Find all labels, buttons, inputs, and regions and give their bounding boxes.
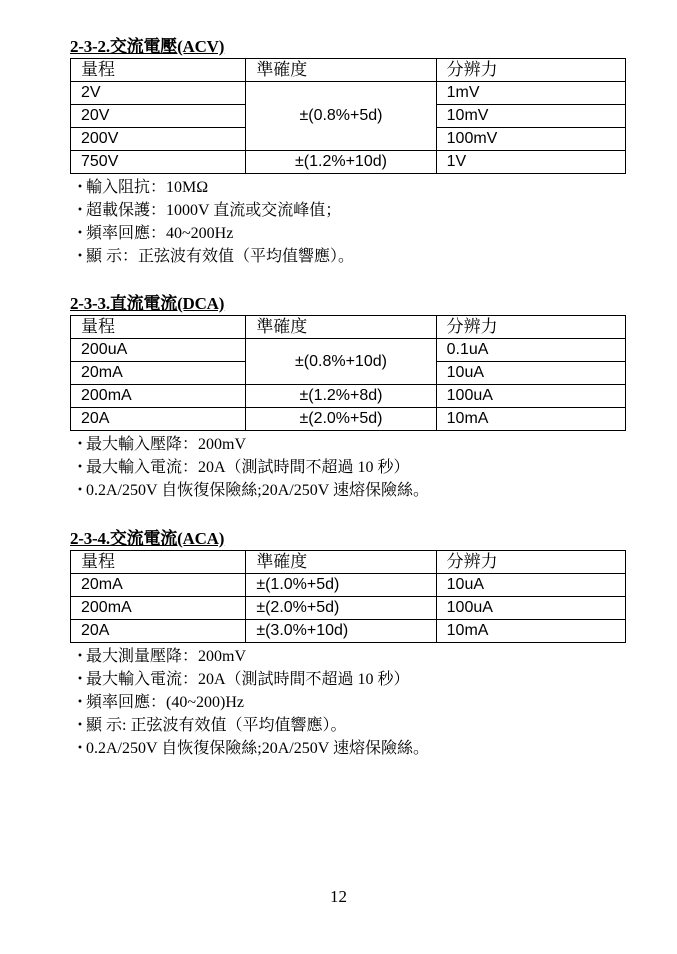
bullet-icon: ・ — [72, 648, 89, 665]
range-cell: 200mA — [71, 385, 246, 408]
section-heading: 2-3-4.交流電流(ACA) — [70, 529, 225, 548]
column-header-accuracy: 準確度 — [246, 59, 436, 82]
note-text: 顯 示: 正弦波有效值（平均值響應）。 — [86, 717, 347, 734]
spec-table — [70, 58, 626, 174]
note-item — [70, 714, 630, 737]
bullet-icon: ・ — [72, 225, 89, 242]
bullet-icon: ・ — [72, 694, 89, 711]
bullet-icon: ・ — [72, 202, 89, 219]
bullet-icon: ・ — [72, 436, 89, 453]
note-text: 頻率回應：40~200Hz — [86, 225, 234, 242]
resolution-cell: 1mV — [436, 82, 625, 105]
note-text: 輸入阻抗：10MΩ — [86, 179, 209, 196]
table-row — [71, 597, 626, 620]
section-heading: 2-3-2.交流電壓(ACV) — [70, 37, 225, 56]
bullet-icon: ・ — [72, 671, 89, 688]
column-header-range: 量程 — [71, 59, 246, 82]
table-row — [71, 620, 626, 643]
page-number: 12 — [330, 887, 347, 906]
note-item — [70, 645, 630, 668]
bullet-icon: ・ — [72, 482, 89, 499]
note-text: 最大輸入電流：20A（測試時間不超過 10 秒） — [86, 459, 410, 476]
range-cell: 20A — [71, 620, 246, 643]
note-item — [70, 691, 630, 714]
note-text: 頻率回應：(40~200)Hz — [86, 694, 244, 711]
notes-list — [70, 433, 630, 502]
range-cell: 200mA — [71, 597, 246, 620]
note-item — [70, 479, 630, 502]
table-row — [71, 151, 626, 174]
section-heading: 2-3-3.直流電流(DCA) — [70, 294, 225, 313]
note-item — [70, 668, 630, 691]
bullet-icon: ・ — [72, 740, 89, 757]
resolution-cell: 100uA — [436, 597, 625, 620]
bullet-icon: ・ — [72, 459, 89, 476]
accuracy-cell: ±(1.2%+8d) — [246, 385, 436, 408]
section-acv — [70, 38, 630, 268]
resolution-cell: 10uA — [436, 574, 625, 597]
range-cell: 750V — [71, 151, 246, 174]
range-cell: 20mA — [71, 574, 246, 597]
accuracy-cell: ±(2.0%+5d) — [246, 597, 436, 620]
range-cell: 20A — [71, 408, 246, 431]
column-header-resolution: 分辨力 — [436, 551, 625, 574]
note-item — [70, 176, 630, 199]
table-header-row — [71, 316, 626, 339]
note-item — [70, 222, 630, 245]
table-row — [71, 82, 626, 105]
note-text: 0.2A/250V 自恢復保險絲;20A/250V 速熔保險絲。 — [86, 740, 429, 757]
section-aca — [70, 530, 630, 760]
note-text: 0.2A/250V 自恢復保險絲;20A/250V 速熔保險絲。 — [86, 482, 429, 499]
table-row — [71, 385, 626, 408]
bullet-icon: ・ — [72, 717, 89, 734]
note-text: 最大輸入壓降：200mV — [86, 436, 247, 453]
note-text: 顯 示：正弦波有效值（平均值響應）。 — [86, 248, 355, 265]
note-item — [70, 433, 630, 456]
column-header-resolution: 分辨力 — [436, 59, 625, 82]
resolution-cell: 100mV — [436, 128, 625, 151]
note-item — [70, 245, 630, 268]
range-cell: 200V — [71, 128, 246, 151]
range-cell: 20mA — [71, 362, 246, 385]
column-header-resolution: 分辨力 — [436, 316, 625, 339]
range-cell: 200uA — [71, 339, 246, 362]
resolution-cell: 100uA — [436, 385, 625, 408]
accuracy-cell: ±(3.0%+10d) — [246, 620, 436, 643]
section-dca — [70, 295, 630, 502]
bullet-icon: ・ — [72, 179, 89, 196]
note-text: 最大測量壓降：200mV — [86, 648, 247, 665]
table-row — [71, 574, 626, 597]
resolution-cell: 10mA — [436, 620, 625, 643]
column-header-accuracy: 準確度 — [246, 551, 436, 574]
range-cell: 20V — [71, 105, 246, 128]
range-cell: 2V — [71, 82, 246, 105]
spec-table — [70, 550, 626, 643]
resolution-cell: 1V — [436, 151, 625, 174]
resolution-cell: 10uA — [436, 362, 625, 385]
accuracy-cell: ±(1.2%+10d) — [246, 151, 436, 174]
accuracy-cell: ±(1.0%+5d) — [246, 574, 436, 597]
note-text: 最大輸入電流：20A（測試時間不超過 10 秒） — [86, 671, 410, 688]
column-header-range: 量程 — [71, 316, 246, 339]
table-header-row — [71, 59, 626, 82]
column-header-range: 量程 — [71, 551, 246, 574]
bullet-icon: ・ — [72, 248, 89, 265]
column-header-accuracy: 準確度 — [246, 316, 436, 339]
accuracy-cell: ±(0.8%+10d) — [246, 339, 436, 385]
note-text: 超載保護：1000V 直流或交流峰值； — [86, 202, 342, 219]
notes-list — [70, 176, 630, 268]
spec-table — [70, 315, 626, 431]
resolution-cell: 0.1uA — [436, 339, 625, 362]
table-header-row — [71, 551, 626, 574]
table-row — [71, 339, 626, 362]
accuracy-cell: ±(0.8%+5d) — [246, 82, 436, 151]
table-row — [71, 408, 626, 431]
accuracy-cell: ±(2.0%+5d) — [246, 408, 436, 431]
note-item — [70, 456, 630, 479]
note-item — [70, 199, 630, 222]
resolution-cell: 10mA — [436, 408, 625, 431]
notes-list — [70, 645, 630, 760]
note-item — [70, 737, 630, 760]
resolution-cell: 10mV — [436, 105, 625, 128]
